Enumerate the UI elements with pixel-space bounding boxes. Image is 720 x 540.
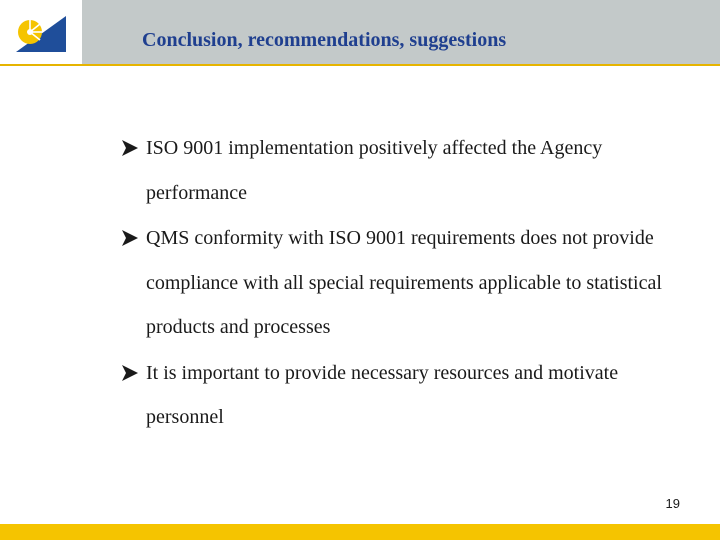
header-bar — [0, 0, 720, 64]
bullet-text: It is important to provide necessary resources and motivate personnel — [146, 361, 619, 428]
footer-bar — [0, 524, 720, 540]
bullet-list — [122, 126, 682, 441]
logo — [0, 0, 82, 64]
header-divider — [0, 64, 720, 66]
arrowhead-bullet-icon — [122, 365, 138, 381]
slide-title: Conclusion, recommendations, suggestions — [142, 29, 507, 51]
page-number: 19 — [665, 496, 680, 511]
bullet-item — [122, 126, 682, 215]
bullet-text: QMS conformity with ISO 9001 requirements does not provide compliance with all special requirements applicable to statistical products and processes — [146, 227, 662, 338]
arrowhead-bullet-icon — [122, 230, 138, 246]
bullet-item — [122, 351, 682, 440]
arrowhead-bullet-icon — [122, 140, 138, 156]
bullet-item — [122, 216, 682, 350]
bullet-text: ISO 9001 implementation positively affected the Agency performance — [146, 137, 603, 204]
sun-over-chart-logo-icon — [16, 14, 66, 52]
